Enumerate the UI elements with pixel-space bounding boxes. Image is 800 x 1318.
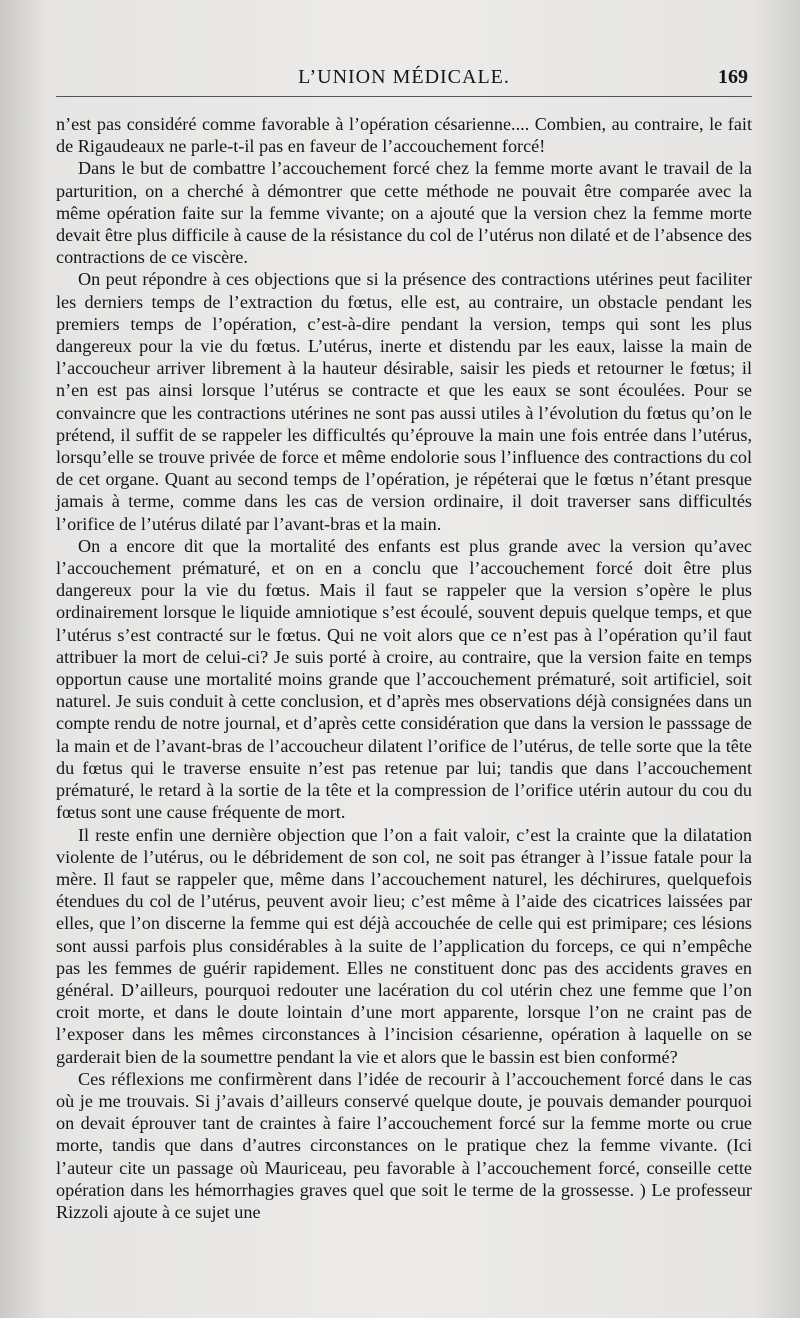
paragraph-3: On peut répondre à ces objections que si la présence des contractions utérines peut faciliter les derniers temps de l’extraction du fœtus, elle est, au contraire, un obstacle pendant les premiers temps de l’opération, c’est-à-dire pendant la version, temps qui sont les plus dangereux pour la vie du fœtus. L’utérus, inerte et distendu par les eaux, laisse la main de l’accoucheur arriver librement à la hauteur désirable, saisir les pieds et retourner le fœtus; il n’en est pas ainsi lorsque l’utérus se contracte et que les eaux se sont écoulées. Pour se convaincre que les contractions utérines ne sont pas aussi utiles à l’évolution du fœtus qu’on le prétend, il suffit de se rappeler les difficultés qu’éprouve la main une fois entrée dans l’utérus, lorsqu’elle se trouve privée de force et même endolorie sous l’influence des contractions du col de cet organe. Quant au second temps de l’opération, je répéterai que le fœtus n’étant presque jamais à terme, comme dans les cas de version ordinaire, il doit traverser sans difficultés l’orifice de l’utérus dilaté par l’avant-bras et la main. (56, 269, 752, 534)
article-body (56, 113, 752, 1223)
paragraph-5: Il reste enfin une dernière objection que l’on a fait valoir, c’est la crainte que la dilatation violente de l’utérus, ou le débridement de son col, ne soit pas étranger à l’issue fatale pour la mère. Il faut se rappeler que, même dans l’accouchement naturel, les déchirures, quelquefois étendues du col de l’utérus, peuvent avoir lieu; c’est même à l’aide des cicatrices laissées par elles, que l’on discerne la femme qui est déjà accouchée de celle qui est primipare; ces lésions sont aussi parfois plus considérables à la suite de l’application du forceps, ce qui n’empêche pas les femmes de guérir rapidement. Elles ne constituent donc pas des accidents graves en général. D’ailleurs, pourquoi redouter une lacération du col utérin chez une femme que l’on croit morte, et dans le doute lointain d’une mort apparente, lorsque l’on ne craint pas de l’exposer dans les mêmes circonstances à l’incision césarienne, opération à laquelle on se garderait bien de la soumettre pendant la vie et alors que le bassin est bien conformé? (56, 824, 752, 1067)
paragraph-6: Ces réflexions me confirmèrent dans l’idée de recourir à l’accouchement forcé dans le cas où je me trouvais. Si j’avais d’ailleurs conservé quelque doute, je pouvais demander pourquoi on devait éprouver tant de craintes à faire l’accouchement forcé sur la femme morte ou crue morte, tandis que dans d’autres circonstances on le pratique chez la femme vivante. (Ici l’auteur cite un passage où Mauriceau, peu favorable à l’accouchement forcé, conseille cette opération dans les hémorrhagies graves quel que soit le terme de la grossesse. ) Le professeur Rizzoli ajoute à ce sujet une (56, 1068, 752, 1222)
page-header (56, 62, 752, 97)
page-number: 169 (718, 66, 748, 88)
running-title: L’UNION MÉDICALE. (298, 66, 510, 88)
paragraph-1: n’est pas considéré comme favorable à l’opération césarienne.... Combien, au contraire, le fait de Rigaudeaux ne parle-t-il pas en faveur de l’accouchement forcé! (56, 114, 752, 157)
paragraph-4: On a encore dit que la mortalité des enfants est plus grande avec la version qu’avec l’accouchement prématuré, et on en a conclu que l’accouchement forcé doit être plus dangereux pour la vie du fœtus. Mais il faut se rappeler que la version s’opère le plus ordinairement lorsque le liquide amniotique s’est écoulé, souvent depuis quelque temps, et que l’utérus s’est contracté sur le fœtus. Qui ne voit alors que ce n’est pas à l’opération qu’il faut attribuer la mort de celui-ci? Je suis porté à croire, au contraire, que la version faite en temps opportun cause une mortalité moins grande que l’accouchement prématuré, soit artificiel, soit naturel. Je suis conduit à cette conclusion, et d’après mes observations déjà consignées dans un compte rendu de notre journal, et d’après cette considération que dans la version le passsage de la main et de l’avant-bras de l’accoucheur dilatent l’orifice de l’utérus, de telle sorte que la tête du fœtus qui le traverse ensuite n’est pas retenue par lui; tandis que dans l’accouchement prématuré, le retard à la sortie de la tête et la compression de l’orifice utérin autour du cou du fœtus sont une cause fréquente de mort. (56, 535, 752, 823)
paragraph-2: Dans le but de combattre l’accouchement forcé chez la femme morte avant le travail de la parturition, on a cherché à démontrer que cette méthode ne pouvait être comparée avec la même opération faite sur la femme vivante; on a ajouté que la version chez la femme morte devait être plus difficile à cause de la résistance du col de l’utérus non dilaté et de l’absence des contractions de ce viscère. (56, 158, 752, 268)
